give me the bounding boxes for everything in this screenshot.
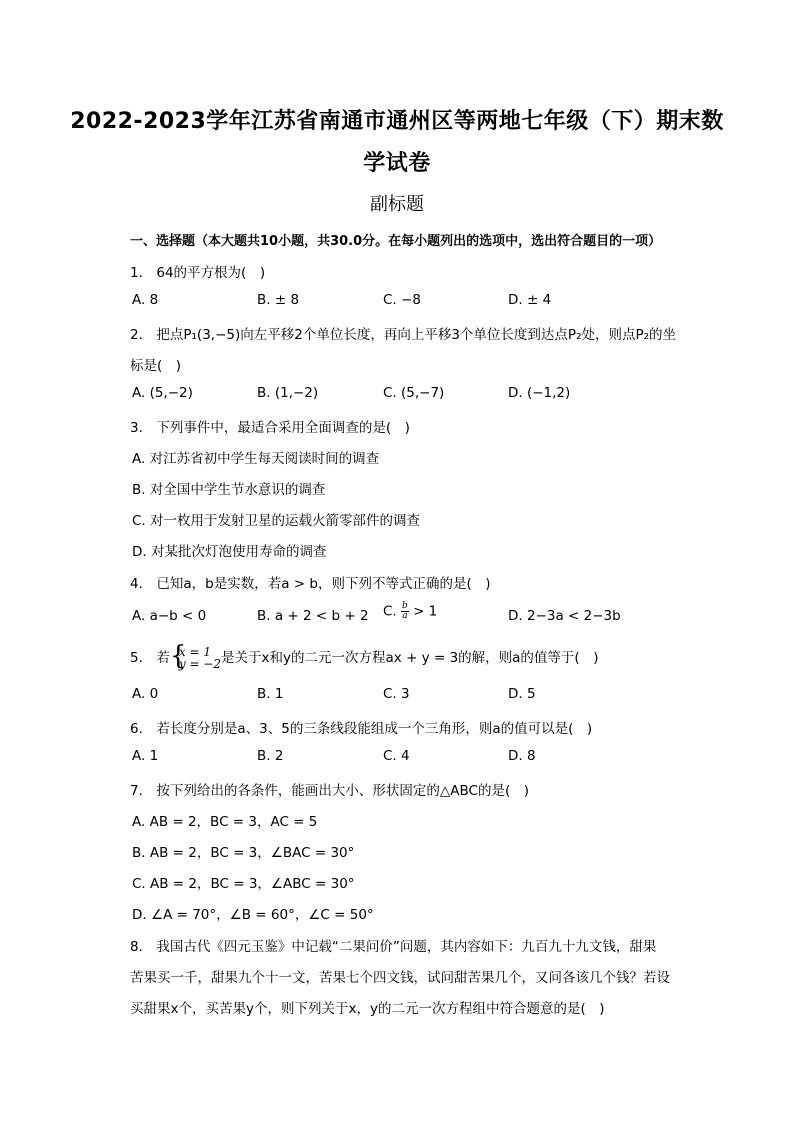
question-7-option-c: C. AB = 2，BC = 3，∠ABC = 30° <box>132 876 355 892</box>
section-heading: 一、选择题（本大题共10小题，共30.0分。在每小题列出的选项中，选出符合题目的一项） <box>130 234 662 249</box>
question-2-option-c: C. (5,−7) <box>383 385 445 401</box>
question-1-stem: 1. 64的平方根为( ) <box>130 265 266 281</box>
question-3-option-b: B. 对全国中学生节水意识的调查 <box>132 482 326 498</box>
question-5-stem-prefix: 5. 若 <box>130 650 170 666</box>
question-5-option-a: A. 0 <box>132 686 159 702</box>
question-8-line1: 8. 我国古代《四元玉鉴》中记载“二果问价”问题，其内容如下：九百九十九文钱，甜果 <box>130 939 657 955</box>
question-1-option-b: B. ± 8 <box>257 292 300 308</box>
question-5-option-b: B. 1 <box>257 686 284 702</box>
question-6-option-c: C. 4 <box>383 748 410 764</box>
question-8-line3: 买甜果x个，买苦果y个，则下列关于x，y的二元一次方程组中符合题意的是( ) <box>130 1001 605 1017</box>
system-row-2: y = −2 <box>178 657 222 671</box>
question-1-option-c: C. −8 <box>383 292 421 308</box>
fraction-numerator: b <box>402 601 408 611</box>
question-6-option-a: A. 1 <box>132 748 159 764</box>
question-7-stem: 7. 按下列给出的各条件，能画出大小、形状固定的△ABC的是( ) <box>130 783 529 799</box>
question-4-option-b: B. a + 2 < b + 2 <box>257 608 369 624</box>
question-1-option-d: D. ± 4 <box>508 292 552 308</box>
system-row-1: x = 1 <box>178 645 211 659</box>
question-7-option-a: A. AB = 2，BC = 3，AC = 5 <box>132 814 318 830</box>
question-3-option-c: C. 对一枚用于发射卫星的运载火箭零部件的调查 <box>132 513 421 529</box>
question-3-option-d: D. 对某批次灯泡使用寿命的调查 <box>132 544 327 560</box>
question-4-option-c <box>383 602 437 621</box>
question-5-option-c: C. 3 <box>383 686 410 702</box>
question-4-fraction <box>401 602 409 621</box>
question-1-option-a: A. 8 <box>132 292 159 308</box>
question-4-stem: 4. 已知a，b是实数，若a > b，则下列不等式正确的是( ) <box>130 576 491 592</box>
fraction-denominator: a <box>402 611 408 621</box>
question-5-stem <box>130 641 599 671</box>
question-2-option-a: A. (5,−2) <box>132 385 193 401</box>
question-4-option-c-label: C. <box>383 603 397 620</box>
question-2-stem-line1: 2. 把点P₁(3,−5)向左平移2个单位长度，再向上平移3个单位长度到达点P₂处，则点P₂的坐 <box>130 327 677 343</box>
equation-system <box>169 641 222 671</box>
question-6-option-b: B. 2 <box>257 748 284 764</box>
question-3-option-a: A. 对江苏省初中学生每天阅读时间的调查 <box>132 451 380 467</box>
question-6-option-d: D. 8 <box>508 748 536 764</box>
question-4-option-a: A. a−b < 0 <box>132 608 207 624</box>
question-2-stem-line2: 标是( ) <box>130 358 182 374</box>
question-4-option-c-rest: > 1 <box>413 603 438 620</box>
question-2-option-d: D. (−1,2) <box>508 385 571 401</box>
question-8-line2: 苦果买一千，甜果九个十一文，苦果七个四文钱，试问甜苦果几个，又问各该几个钱？若设 <box>130 970 670 986</box>
question-2-option-b: B. (1,−2) <box>257 385 319 401</box>
question-3-stem: 3. 下列事件中，最适合采用全面调查的是( ) <box>130 420 410 436</box>
question-5-option-d: D. 5 <box>508 686 536 702</box>
question-5-stem-suffix: 是关于x和y的二元一次方程ax + y = 3的解，则a的值等于( ) <box>221 650 599 666</box>
question-7-option-d: D. ∠A = 70°，∠B = 60°，∠C = 50° <box>132 907 374 923</box>
question-7-option-b: B. AB = 2，BC = 3，∠BAC = 30° <box>132 845 355 861</box>
exam-title-line1: 2022-2023学年江苏省南通市通州区等两地七年级（下）期末数 <box>70 109 724 134</box>
question-6-stem: 6. 若长度分别是a、3、5的三条线段能组成一个三角形，则a的值可以是( ) <box>130 721 593 737</box>
question-4-option-d: D. 2−3a < 2−3b <box>508 608 621 624</box>
exam-subtitle: 副标题 <box>370 194 424 215</box>
exam-title-line2: 学试卷 <box>363 151 431 176</box>
brace-icon: { <box>169 641 187 671</box>
